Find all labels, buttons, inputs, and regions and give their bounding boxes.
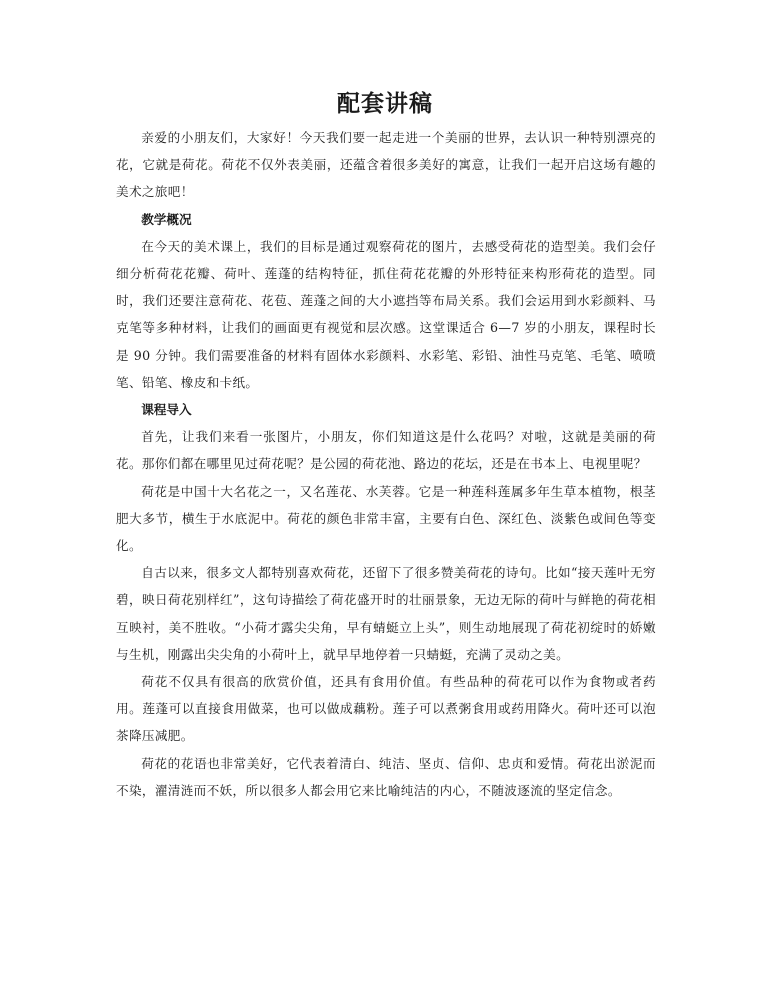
course-intro-paragraph-4: 荷花不仅具有很高的欣赏价值，还具有食用价值。有些品种的荷花可以作为食物或者药用。莲蓬可以直接食用做菜，也可以做成藕粉。莲子可以煮粥食用或药用降火。荷叶还可以泡茶降压减肥。 [116,674,656,744]
course-intro-paragraph-3: 自古以来，很多文人都特别喜欢荷花，还留下了很多赞美荷花的诗句。比如“接天莲叶无穷碧，映日荷花别样红”，这句诗描绘了荷花盛开时的壮丽景象，无边无际的荷叶与鲜艳的荷花相互映衬，美不胜收。“小荷才露尖尖角，早有蜻蜓立上头”，则生动地展现了荷花初绽时的娇嫩与生机，刚露出尖尖角的小荷叶上，就早早地停着一只蜻蜓，充满了灵动之美。 [116,565,656,662]
section-heading-teaching-overview: 教学概况 [141,211,192,227]
section-heading-course-intro: 课程导入 [141,402,192,418]
document-title: 配套讲稿 [337,90,433,117]
teaching-overview-paragraph: 在今天的美术课上，我们的目标是通过观察荷花的图片，去感受荷花的造型美。我们会仔细分析荷花花瓣、荷叶、莲蓬的结构特征，抓住荷花花瓣的外形特征来构形荷花的造型。同时，我们还要注意荷花、花苞、莲蓬之间的大小遮挡等布局关系。我们会运用到水彩颜料、马克笔等多种材料，让我们的画面更有视觉和层次感。这堂课适合 6—7 岁的小朋友，课程时长是 90 分钟。我们需要准备的材料有固体水彩颜料、水彩笔、彩铅、油性马克笔、毛笔、喷喷笔、铅笔、橡皮和卡纸。 [116,238,656,390]
course-intro-paragraph-5: 荷花的花语也非常美好，它代表着清白、纯洁、坚贞、信仰、忠贞和爱情。荷花出淤泥而不染，濯清涟而不妖，所以很多人都会用它来比喻纯洁的内心，不随波逐流的坚定信念。 [116,755,656,798]
course-intro-paragraph-1: 首先，让我们来看一张图片，小朋友，你们知道这是什么花吗？对啦，这就是美丽的荷花。那你们都在哪里见过荷花呢？是公园的荷花池、路边的花坛，还是在书本上、电视里呢？ [116,429,656,472]
intro-paragraph: 亲爱的小朋友们，大家好！今天我们要一起走进一个美丽的世界，去认识一种特别漂亮的花，它就是荷花。荷花不仅外表美丽，还蕴含着很多美好的寓意，让我们一起开启这场有趣的美术之旅吧！ [116,130,656,200]
course-intro-paragraph-2: 荷花是中国十大名花之一，又名莲花、水芙蓉。它是一种莲科莲属多年生草本植物，根茎肥大多节，横生于水底泥中。荷花的颜色非常丰富，主要有白色、深红色、淡紫色或间色等变化。 [116,483,656,554]
document-body [116,124,656,804]
